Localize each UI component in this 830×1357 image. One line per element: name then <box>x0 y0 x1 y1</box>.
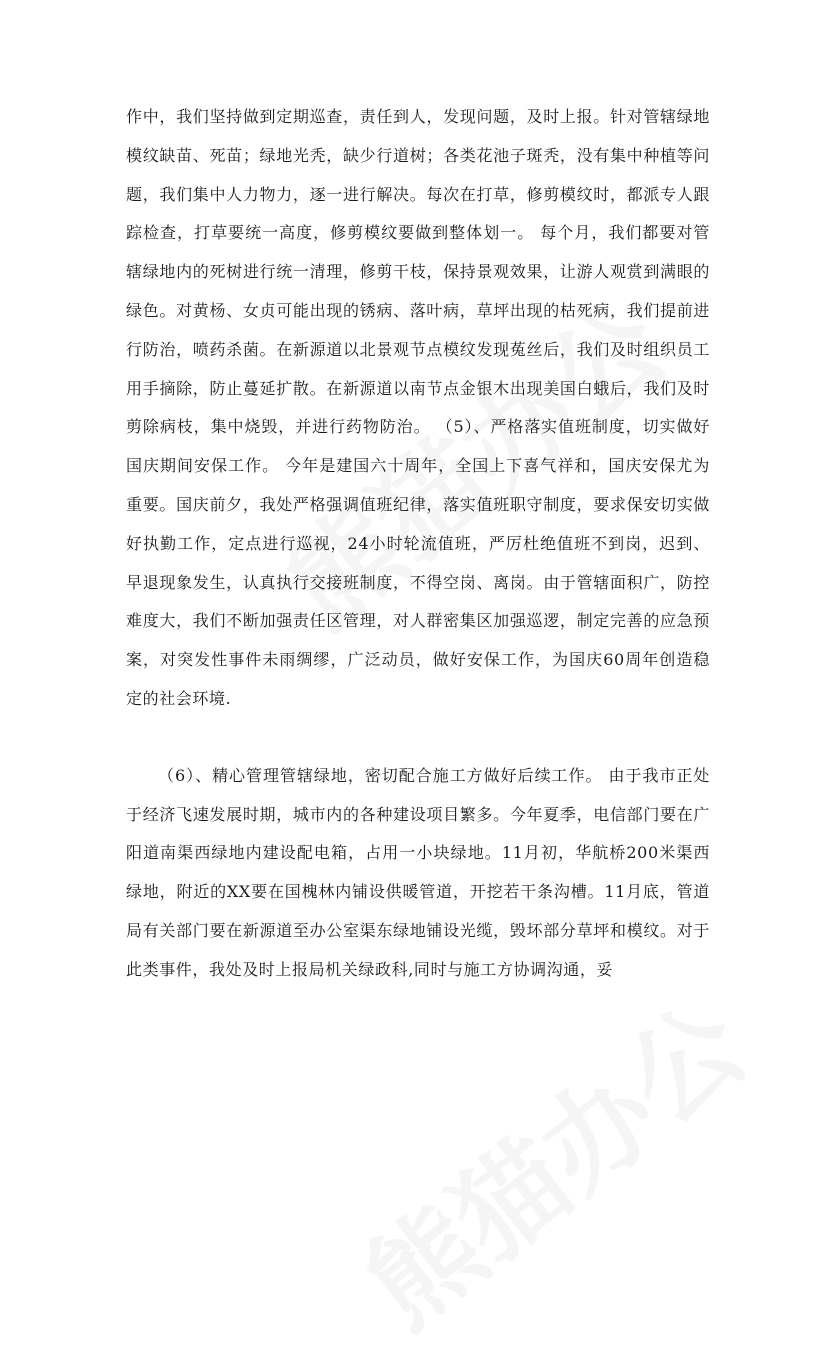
paragraph: （6）、精心管理管辖绿地，密切配合施工方做好后续工作。 由于我市正处于经济飞速发展时期，城市内的各种建设项目繁多。今年夏季，电信部门要在广阳道南渠西绿地内建设配电箱，占用一小块绿地。11月初，华航桥200米渠西绿地，附近的XX要在国槐林内铺设供暖管道，开挖若干条沟槽。11月底，管道局有关部门要在新源道至办公室渠东绿地铺设光缆，毁坏部分草坪和模纹。对于此类事件，我处及时上报局机关绿政科,同时与施工方协调沟通，妥 <box>126 765 710 979</box>
paragraph-spacer <box>126 719 710 757</box>
watermark <box>328 961 772 1356</box>
document-body <box>126 98 710 990</box>
paragraph: 作中，我们坚持做到定期巡查，责任到人，发现问题，及时上报。针对管辖绿地模纹缺苗、死苗；绿地光秃，缺少行道树；各类花池子斑秃，没有集中种植等问题，我们集中人力物力，逐一进行解决。每次在打草，修剪模纹时，都派专人跟踪检查，打草要统一高度，修剪模纹要做到整体划一。 每个月，我们都要对管辖绿地内的死树进行统一清理，修剪干枝，保持景观效果，让游人观赏到满眼的绿色。对黄杨、女贞可能出现的锈病、落叶病，草坪出现的枯死病，我们提前进行防治，喷药杀菌。在新源道以北景观节点模纹发现菟丝后，我们及时组织员工用手摘除，防止蔓延扩散。在新源道以南节点金银木出现美国白蛾后，我们及时剪除病枝，集中烧毁，并进行药物防治。 （5）、严格落实值班制度，切实做好国庆期间安保工作。 今年是建国六十周年，全国上下喜气祥和，国庆安保尤为重要。国庆前夕，我处严格强调值班纪律，落实值班职守制度，要求保安切实做好执勤工作，定点进行巡视，24小时轮流值班，严厉杜绝值班不到岗，迟到、早退现象发生，认真执行交接班制度，不得空岗、离岗。由于管辖面积广，防控难度大，我们不断加强责任区管理，对人群密集区加强巡逻，制定完善的应急预案，对突发性事件未雨绸缪，广泛动员，做好安保工作，为国庆60周年创造稳定的社会环境. <box>126 107 710 708</box>
